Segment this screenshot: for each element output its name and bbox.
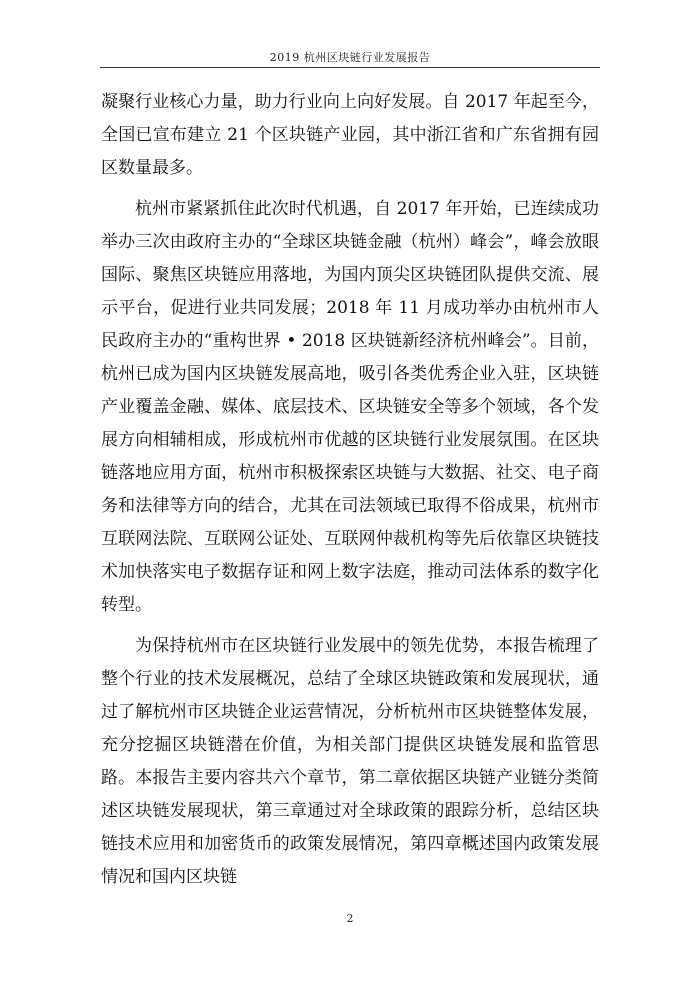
paragraph-report-overview: 为保持杭州市在区块链行业发展中的领先优势，本报告梳理了整个行业的技术发展概况，总结了全球区块链政策和发展现状，通过了解杭州市区块链企业运营情况，分析杭州市区块链整体发展，充分挖掘区块链潜在价值，为相关部门提供区块链发展和监管思路。本报告主要内容共六个章节，第二章依据区块链产业链分类简述区块链发展现状，第三章通过对全球政策的跟踪分析，总结区块链技术应用和加密货币的政策发展情况，第四章概述国内政策发展情况和国内区块链 bbox=[101, 636, 599, 887]
paragraph-continuation: 凝聚行业核心力量，助力行业向上向好发展。自 2017 年起至今，全国已宣布建立 21 个区块链产业园，其中浙江省和广东省拥有园区数量最多。 bbox=[101, 92, 599, 178]
running-header: 2019 杭州区块链行业发展报告 bbox=[269, 51, 431, 64]
header-rule bbox=[100, 67, 600, 68]
paragraph-hangzhou-summits: 杭州市紧紧抓住此次时代机遇，自 2017 年开始，已连续成功举办三次由政府主办的“全球区块链金融（杭州）峰会”，峰会放眼国际、聚焦区块链应用落地，为国内顶尖区块链团队提供交流、展示平台，促进行业共同发展；2018 年 11 月成功举办由杭州市人民政府主办的“重构世界 • 2018 区块链新经济杭州峰会”。目前，杭州已成为国内区块链发展高地，吸引各类优秀企业入驻，区块链产业覆盖金融、媒体、底层技术、区块链安全等多个领域，各个发展方向相辅相成，形成杭州市优越的区块链行业发展氛围。在区块链落地应用方面，杭州市积极探索区块链与大数据、社交、电子商务和法律等方向的结合，尤其在司法领域已取得不俗成果，杭州市互联网法院、互联网公证处、互联网仲裁机构等先后依靠区块链技术加快落实电子数据存证和网上数字法庭，推动司法体系的数字化转型。 bbox=[101, 199, 599, 615]
body-text bbox=[101, 86, 599, 902]
page-number: 2 bbox=[346, 912, 354, 925]
